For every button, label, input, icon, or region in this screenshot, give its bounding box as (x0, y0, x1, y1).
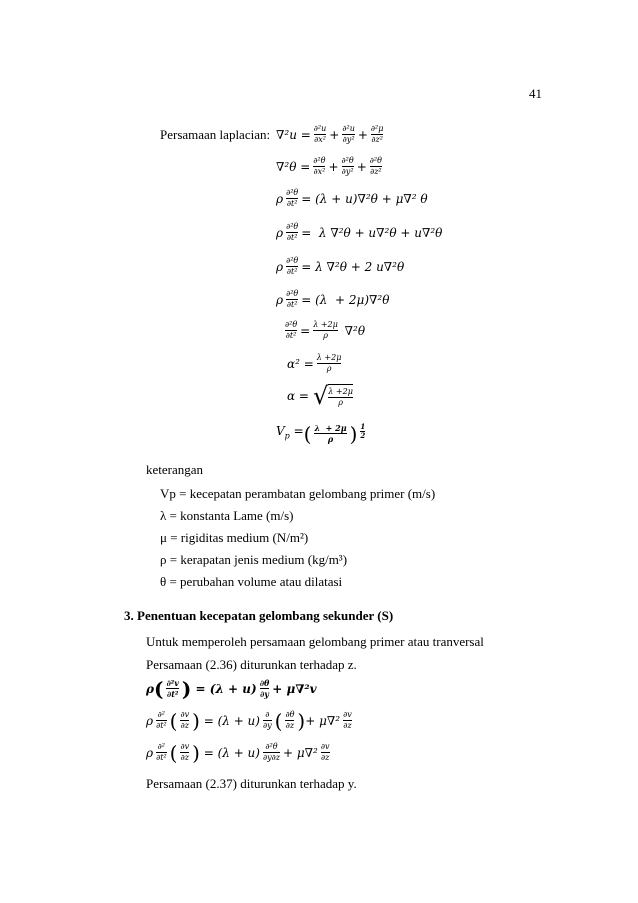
keterangan-item-theta: θ = perubahan volume atau dilatasi (160, 574, 343, 589)
equation-10: $V_p$ = ( $\frac{\lambda + 2\mu}{\rho}$ ) $\frac{1}{2}$ (276, 421, 366, 446)
section-3-equation-3: ρ $\frac{\text{∂²}}{\text{∂t²}}$ ( $\frac{\partial v}{\partial z}$ ) = (λ + u) $\frac{\text{∂²θ}}{\partial y\partial z}$ + μ∇² $\frac{\partial v}{\partial z}$ (146, 740, 330, 765)
equation-6: ρ $\frac{\text{∂²θ}}{\text{∂t²}}$ = (λ + 2μ)∇²θ (276, 289, 390, 309)
equation-9: α = √ $\frac{\lambda +2\mu}{\rho}$ (287, 382, 353, 410)
keterangan-item-vp: Vp = kecepatan perambatan gelombang primer (m/s) (160, 486, 436, 501)
section-3-equation-2: ρ $\frac{\text{∂²}}{\text{∂t²}}$ ( $\frac{\partial v}{\partial z}$ ) = (λ + u) $\frac{\partial}{\partial y}$ ( $\frac{\partial\theta}{\partial z}$ ) + μ∇² $\frac{\partial v}{\partial z}$ (146, 708, 352, 733)
equation-8: α² = $\frac{\lambda +2\mu}{\rho}$ (287, 353, 342, 373)
section-3-paragraph-2: Persamaan (2.36) diturunkan terhadap z. (146, 657, 357, 672)
laplacian-equation-2: ∇²θ = $\frac{\text{∂²θ}}{\text{∂x²}}$ + $\frac{\text{∂²θ}}{\text{∂y²}}$ + $\frac{\text{∂²θ}}{\text{∂z²}}$ (276, 156, 382, 176)
equation-7: $\frac{\text{∂²θ}}{\text{∂t²}}$ = $\frac{\lambda +2\mu}{\rho}$ ∇²θ (285, 320, 366, 340)
laplacian-equation-1: ∇²u = $\frac{\text{∂²u}}{\text{∂x²}}$ + $\frac{\text{∂²u}}{\text{∂y²}}$ + $\frac{\text{∂²μ}}{\text{∂z²}}$ (276, 124, 384, 144)
keterangan-item-lambda: λ = konstanta Lame (m/s) (160, 508, 294, 523)
laplacian-label: Persamaan laplacian: (160, 127, 271, 142)
equation-3: ρ $\frac{\text{∂²θ}}{\text{∂t²}}$ = (λ + u)∇²θ + μ∇² θ (276, 188, 428, 208)
equation-5: ρ $\frac{\text{∂²θ}}{\text{∂t²}}$ = λ ∇²θ + 2 u∇²θ (276, 256, 405, 276)
section-3-paragraph-1: Untuk memperoleh persamaan gelombang primer atau tranversal (146, 634, 484, 649)
section-3-paragraph-3: Persamaan (2.37) diturunkan terhadap y. (146, 776, 357, 791)
section-3-heading: 3. Penentuan kecepatan gelombang sekunder (S) (124, 608, 394, 623)
page-number: 41 (529, 86, 542, 101)
keterangan-item-mu: μ = rigiditas medium (N/m²) (160, 530, 309, 545)
section-3-equation-1: ρ ( $\frac{\text{∂²v}}{\text{∂t²}}$ ) = (λ + u) $\frac{\partial\theta}{\partial y}$ + μ∇²v (146, 676, 317, 701)
keterangan-item-rho: ρ = kerapatan jenis medium (kg/m³) (160, 552, 348, 567)
equation-4: ρ $\frac{\text{∂²θ}}{\text{∂t²}}$ = λ ∇²θ + u∇²θ + u∇²θ (276, 222, 443, 242)
keterangan-title: keterangan (146, 462, 204, 477)
